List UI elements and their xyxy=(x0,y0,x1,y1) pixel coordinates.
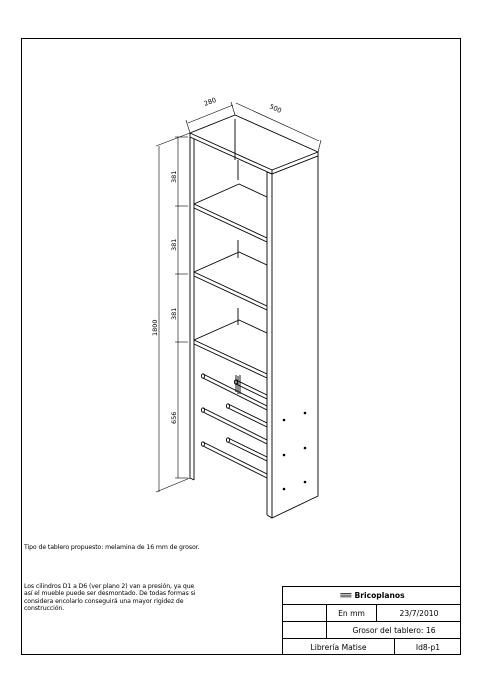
bricoplanos-logo-icon: ≡≡ xyxy=(339,590,351,601)
shelf-1 xyxy=(194,184,267,242)
shelf-3 xyxy=(194,320,267,378)
title-block-thickness-row xyxy=(282,621,461,638)
right-side-panel xyxy=(267,156,318,518)
rod-1 xyxy=(201,374,267,410)
title-block xyxy=(282,586,461,655)
title-block-brand-row xyxy=(282,586,461,604)
dim-shelf-2-label: 381 xyxy=(170,238,178,251)
thickness-label: Grosor del tablero: 16 xyxy=(326,622,461,638)
date-label: 23/7/2010 xyxy=(376,605,461,621)
board-type-note: Tipo de tablero propuesto: melamina de 16 mm de grosor. xyxy=(24,544,200,551)
dim-bottom-section-label: 656 xyxy=(170,411,178,424)
units-label: En mm xyxy=(326,605,376,621)
back-panel xyxy=(235,119,238,394)
title-block-units-row xyxy=(282,604,461,621)
rod-2 xyxy=(201,408,267,444)
dim-width-label: 500 xyxy=(268,102,283,115)
cylinders-note xyxy=(24,583,195,613)
dim-shelf-1-label: 381 xyxy=(170,170,178,183)
rod-3 xyxy=(201,442,267,478)
dim-total-height-label: 1800 xyxy=(151,319,159,336)
cylinders-note-line-3: considera encolarlo conseguirá una mayor rigidez de xyxy=(24,597,184,605)
dim-depth-label: 280 xyxy=(202,95,218,108)
brand-name: Bricoplanos xyxy=(354,591,405,600)
cylinders-note-line-2: así el mueble puede ser desmontado. De todas formas si xyxy=(24,590,196,598)
left-side-panel xyxy=(190,137,194,480)
project-name: Librería Matise xyxy=(310,642,367,652)
cylinders-note-line-4: construcción. xyxy=(24,605,65,613)
shelf-2 xyxy=(194,252,267,310)
title-block-project-row xyxy=(282,638,461,655)
sheet-code: Id8-p1 xyxy=(394,639,461,655)
cylinder-rods xyxy=(201,374,267,478)
dim-shelf-3-label: 381 xyxy=(170,307,178,320)
cylinders-note-line-1: Los cilindros D1 a D6 (ver plano 2) van a presión, ya que xyxy=(24,583,195,590)
